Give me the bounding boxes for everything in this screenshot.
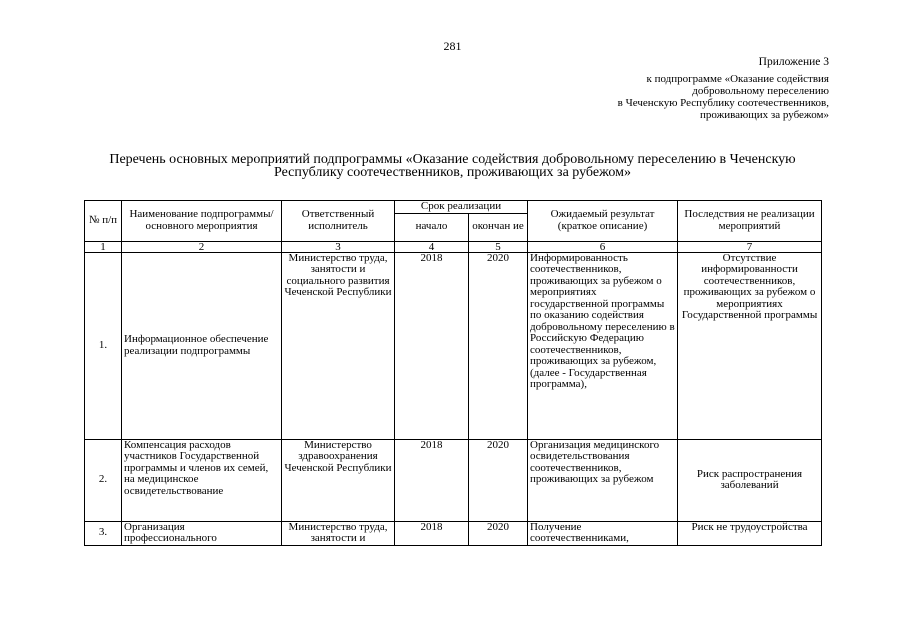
start-year: 2018 [395,521,469,545]
activity-name: Информационное обеспечение реализации подпрограммы [122,252,282,439]
expected-result: Организация медицинского освидетельствования соотечественников, проживающих за рубежом [528,439,678,521]
header-consequence: Последствия не реализации мероприятий [678,201,822,242]
activity-name: Компенсация расходов участников Государственной программы и членов их семей, на медицинское освидетельствование [122,439,282,521]
table-row [85,252,822,439]
row-number: 3. [85,521,122,545]
activities-table [84,200,822,546]
header-end: окончан ие [469,213,528,241]
header-name: Наименование подпрограммы/ основного мероприятия [122,201,282,242]
header-result: Ожидаемый результат (краткое описание) [528,201,678,242]
table-row [85,521,822,545]
appendix-ref-line: к подпрограмме «Оказание содействия [646,73,829,85]
column-number: 7 [678,241,822,252]
title-line: Перечень основных мероприятий подпрограммы «Оказание содействия добровольному переселению в Чеченскую [109,152,796,167]
header-num: № п/п [85,201,122,242]
appendix-reference [618,73,829,121]
appendix-ref-line: в Чеченскую Республику соотечественников, [617,97,829,109]
start-year: 2018 [395,252,469,439]
column-number: 1 [85,241,122,252]
consequence: Отсутствие информированности соотечественников, проживающих за рубежом о мероприятиях Государственной программы [678,252,822,439]
column-number: 4 [395,241,469,252]
column-number-row [85,241,822,252]
consequence: Риск распространения заболеваний [678,439,822,521]
table-header-row [85,201,822,214]
page-number: 281 [443,39,462,53]
column-number: 5 [469,241,528,252]
executor: Министерство труда, занятости и социального развития Чеченской Республики [282,252,395,439]
executor: Министерство труда, занятости и [282,521,395,545]
appendix-ref-line: проживающих за рубежом» [700,109,829,121]
activity-name: Организация профессионального [122,521,282,545]
expected-result: Информированность соотечественников, проживающих за рубежом о мероприятиях государственной программы по оказанию содействия добровольному переселению в Российскую Федерацию соотечественников, проживающих за рубежом, (далее - Государственная программа), [528,252,678,439]
end-year: 2020 [469,439,528,521]
row-number: 1. [85,252,122,439]
expected-result: Получение соотечественниками, [528,521,678,545]
end-year: 2020 [469,252,528,439]
header-executor: Ответственный исполнитель [282,201,395,242]
row-number: 2. [85,439,122,521]
column-number: 3 [282,241,395,252]
start-year: 2018 [395,439,469,521]
executor: Министерство здравоохранения Чеченской Республики [282,439,395,521]
column-number: 2 [122,241,282,252]
column-number: 6 [528,241,678,252]
end-year: 2020 [469,521,528,545]
consequence: Риск не трудоустройства [678,521,822,545]
appendix-ref-line: добровольному переселению [692,85,829,97]
title-line: Республику соотечественников, проживающих за рубежом» [273,165,632,180]
header-period: Срок реализации [395,201,528,214]
appendix-label: Приложение 3 [758,56,829,68]
document-title [60,153,845,179]
table-row [85,439,822,521]
header-start: начало [395,213,469,241]
